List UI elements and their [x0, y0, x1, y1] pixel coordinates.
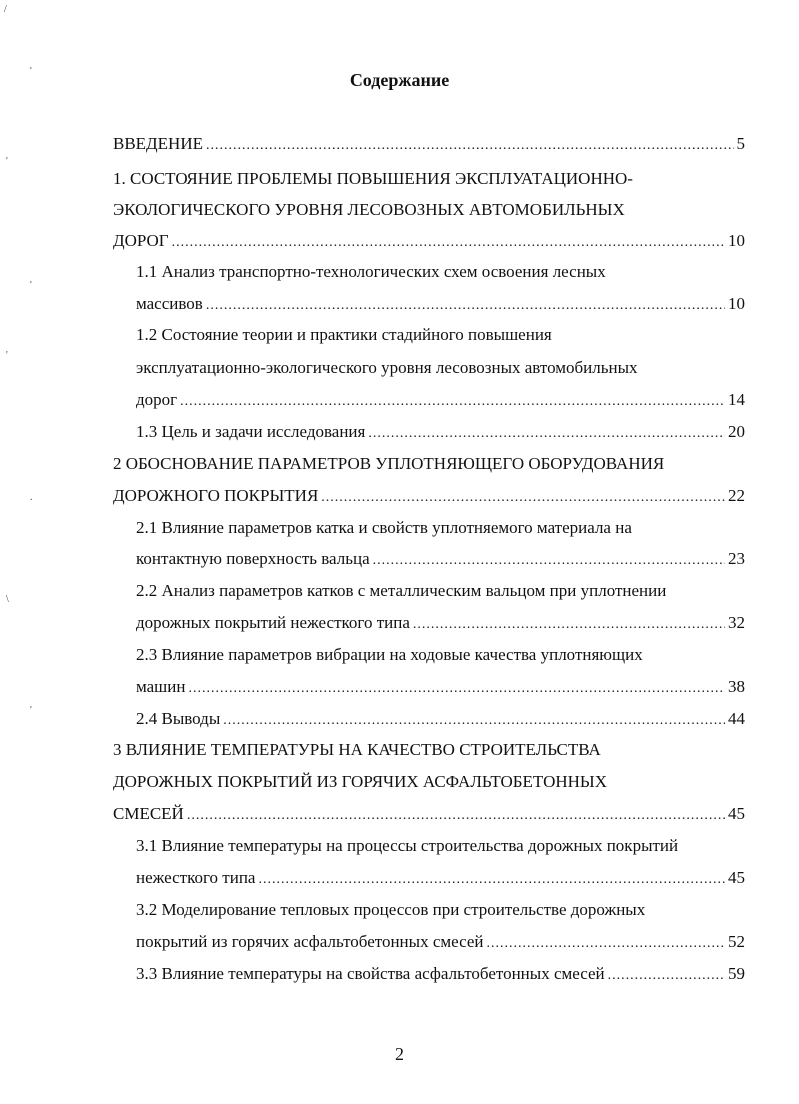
toc-entry-section-1-2-line-2[interactable]: эксплуатационно-экологического уровня лесовозных автомобильных — [136, 358, 638, 377]
toc-entry-text: 3.3 Влияние температуры на свойства асфальтобетонных смесей — [136, 964, 605, 983]
page-title: Содержание — [349, 70, 450, 90]
toc-leader-dots — [172, 230, 725, 256]
toc-entry-section-2-1-line-1[interactable]: 2.1 Влияние параметров катка и свойств уплотняемого материала на — [136, 518, 632, 537]
toc-entry-section-1-3[interactable] — [136, 419, 745, 445]
toc-page-number: 44 — [728, 709, 745, 728]
toc-page-number: 32 — [728, 613, 745, 632]
toc-page-number: 5 — [736, 134, 745, 153]
toc-entry-text: ВВЕДЕНИЕ — [113, 134, 203, 153]
toc-entry-chapter-3-line-1[interactable]: 3 ВЛИЯНИЕ ТЕМПЕРАТУРЫ НА КАЧЕСТВО СТРОИТЕЛЬСТВА — [113, 740, 601, 759]
toc-entry-section-2-2-line-1[interactable]: 2.2 Анализ параметров катков с металлическим вальцом при уплотнении — [136, 581, 667, 600]
toc-entry-section-1-1-line-1[interactable]: 1.1 Анализ транспортно-технологических схем освоения лесных — [136, 262, 606, 281]
toc-leader-dots — [206, 293, 725, 319]
toc-entry-section-1-2[interactable] — [136, 387, 745, 413]
scan-mark: ' — [30, 280, 32, 291]
toc-entry-text: 1.3 Цель и задачи исследования — [136, 422, 366, 441]
toc-leader-dots — [608, 963, 725, 989]
toc-entry-chapter-1[interactable] — [113, 228, 745, 254]
scan-mark: / — [4, 4, 7, 15]
toc-page-number: 20 — [728, 422, 745, 441]
toc-entry-text: ДОРОЖНОГО ПОКРЫТИЯ — [113, 486, 319, 505]
toc-entry-introduction[interactable] — [113, 131, 745, 157]
toc-entry-section-3-3[interactable] — [136, 961, 745, 987]
toc-page-number: 23 — [728, 549, 745, 568]
scan-mark: ' — [6, 350, 8, 361]
toc-leader-dots — [487, 931, 726, 957]
toc-entry-section-3-1[interactable] — [136, 865, 745, 891]
toc-page-number: 45 — [728, 804, 745, 823]
toc-entry-chapter-3[interactable] — [113, 801, 745, 827]
toc-page-number: 45 — [728, 868, 745, 887]
toc-entry-section-1-1[interactable] — [136, 291, 745, 317]
toc-entry-text: машин — [136, 677, 186, 696]
toc-entry-text: СМЕСЕЙ — [113, 804, 184, 823]
toc-entry-section-2-2[interactable] — [136, 610, 745, 636]
toc-entry-section-2-3[interactable] — [136, 674, 745, 700]
toc-entry-section-3-1-line-1[interactable]: 3.1 Влияние температуры на процессы строительства дорожных покрытий — [136, 836, 679, 855]
toc-leader-dots — [187, 803, 725, 829]
toc-page-number: 38 — [728, 677, 745, 696]
toc-entry-chapter-3-line-2[interactable]: ДОРОЖНЫХ ПОКРЫТИЙ ИЗ ГОРЯЧИХ АСФАЛЬТОБЕТОННЫХ — [113, 772, 608, 791]
toc-page-number: 10 — [728, 294, 745, 313]
toc-entry-section-2-3-line-1[interactable]: 2.3 Влияние параметров вибрации на ходовые качества уплотняющих — [136, 645, 643, 664]
toc-entry-text: дорог — [136, 390, 178, 409]
toc-entry-chapter-1-line-1[interactable]: 1. СОСТОЯНИЕ ПРОБЛЕМЫ ПОВЫШЕНИЯ ЭКСПЛУАТАЦИОННО- — [113, 169, 633, 188]
toc-page-number: 59 — [728, 964, 745, 983]
toc-page-number: 52 — [728, 932, 745, 951]
page-number: 2 — [395, 1044, 404, 1064]
toc-leader-dots — [413, 612, 725, 638]
toc-entry-chapter-2-line-1[interactable]: 2 ОБОСНОВАНИЕ ПАРАМЕТРОВ УПЛОТНЯЮЩЕГО ОБОРУДОВАНИЯ — [113, 454, 665, 473]
toc-page-number: 10 — [728, 231, 745, 250]
scan-mark: ' — [30, 705, 32, 716]
toc-leader-dots — [373, 548, 725, 574]
toc-entry-chapter-2[interactable] — [113, 483, 745, 509]
toc-entry-section-2-1[interactable] — [136, 546, 745, 572]
toc-entry-text: 2.4 Выводы — [136, 709, 221, 728]
toc-leader-dots — [258, 867, 725, 893]
toc-leader-dots — [188, 676, 725, 702]
toc-entry-text: покрытий из горячих асфальтобетонных смесей — [136, 932, 484, 951]
scan-mark: ' — [30, 66, 32, 77]
toc-entry-text: нежесткого типа — [136, 868, 256, 887]
toc-entry-text: массивов — [136, 294, 203, 313]
toc-entry-section-2-4[interactable] — [136, 706, 745, 732]
toc-page-number: 14 — [728, 390, 745, 409]
toc-entry-text: дорожных покрытий нежесткого типа — [136, 613, 410, 632]
toc-entry-section-3-2[interactable] — [136, 929, 745, 955]
toc-leader-dots — [223, 708, 725, 734]
toc-leader-dots — [321, 485, 725, 511]
toc-entry-section-1-2-line-1[interactable]: 1.2 Состояние теории и практики стадийного повышения — [136, 325, 552, 344]
scan-mark: \ — [6, 594, 9, 605]
scan-mark: . — [30, 492, 33, 503]
toc-leader-dots — [368, 421, 725, 447]
toc-leader-dots — [180, 389, 725, 415]
toc-page-number: 22 — [728, 486, 745, 505]
scan-mark: ' — [6, 156, 8, 167]
toc-entry-text: контактную поверхность вальца — [136, 549, 370, 568]
toc-entry-chapter-1-line-2[interactable]: ЭКОЛОГИЧЕСКОГО УРОВНЯ ЛЕСОВОЗНЫХ АВТОМОБИЛЬНЫХ — [113, 200, 625, 219]
toc-leader-dots — [206, 133, 734, 159]
toc-entry-section-3-2-line-1[interactable]: 3.2 Моделирование тепловых процессов при строительстве дорожных — [136, 900, 646, 919]
toc-entry-text: ДОРОГ — [113, 231, 169, 250]
